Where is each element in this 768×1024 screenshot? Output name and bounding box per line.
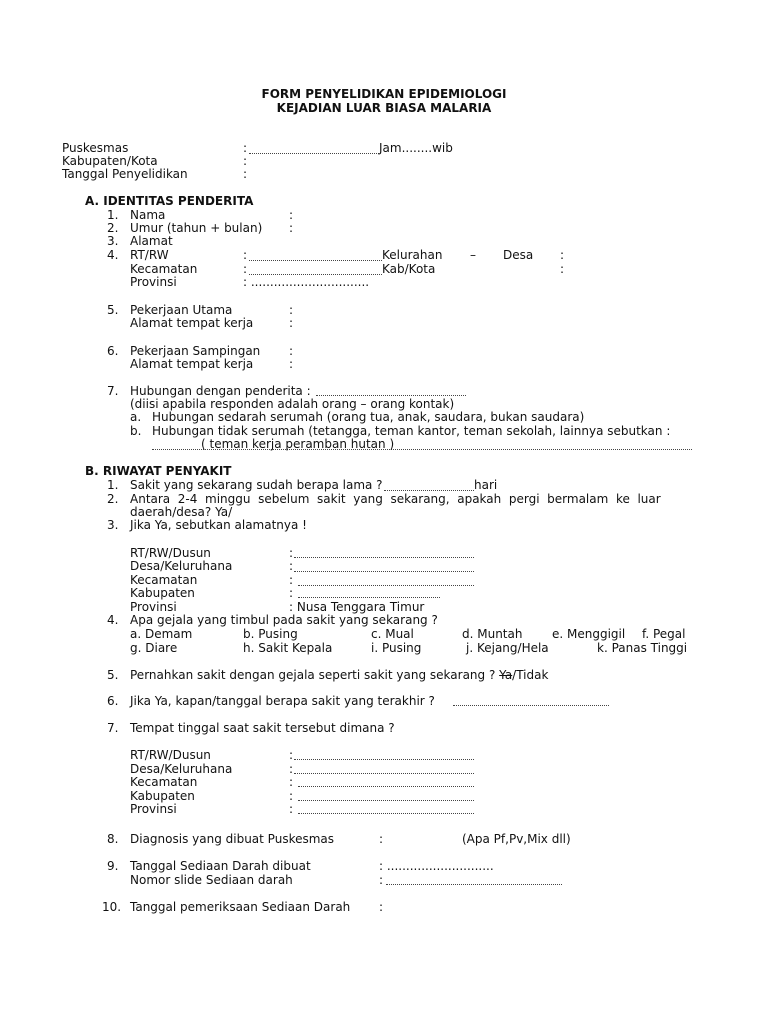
b-q5-text: Pernahkan sakit dengan gejala seperti sakit yang sekarang ? — [130, 668, 500, 682]
symptom-f: f. Pegal — [642, 627, 686, 641]
symptom-j: j. Kejang/Hela — [466, 641, 549, 655]
addr2-kabupaten-colon: : — [289, 789, 294, 803]
addr1-desa-colon: : — [289, 559, 294, 573]
nama-colon: : — [289, 208, 294, 222]
addr2-provinsi-field[interactable] — [298, 813, 474, 814]
b-num-2: 2. — [107, 492, 119, 506]
addr2-kabupaten-field[interactable] — [298, 800, 474, 801]
addr2-desa-label: Desa/Keluruhana — [130, 762, 233, 776]
b-q4-text: Apa gejala yang timbul pada sakit yang sekarang ? — [130, 613, 438, 627]
b-q1-text: Sakit yang sekarang sudah berapa lama ? — [130, 478, 383, 492]
addr1-rtrw-label: RT/RW/Dusun — [130, 546, 211, 560]
hubungan-b-text: Hubungan tidak serumah (tetangga, teman kantor, teman sekolah, lainnya sebutkan : — [152, 424, 671, 438]
b-num-4: 4. — [107, 613, 119, 627]
addr2-provinsi-label: Provinsi — [130, 802, 177, 816]
addr1-rtrw-colon: : — [289, 546, 294, 560]
hubungan-field[interactable] — [316, 395, 466, 396]
hubungan-a-text: Hubungan sedarah serumah (orang tua, anak, saudara, bukan saudara) — [152, 410, 585, 424]
b-q9a-text: Tanggal Sediaan Darah dibuat — [130, 859, 311, 873]
alamat-kerja-colon: : — [289, 316, 294, 330]
b-q2-line1: Antara 2-4 minggu sebelum sakit yang sekarang, apakah pergi bermalam ke luar — [130, 492, 661, 506]
b-num-7: 7. — [107, 721, 119, 735]
addr2-kecamatan-label: Kecamatan — [130, 775, 198, 789]
b-q8-colon: : — [379, 832, 384, 846]
b-q7-text: Tempat tinggal saat sakit tersebut dimana ? — [130, 721, 395, 735]
b-q5-tidak: /Tidak — [512, 668, 549, 682]
b-q8-text: Diagnosis yang dibuat Puskesmas — [130, 832, 335, 846]
b-q10-colon: : — [379, 900, 384, 914]
b-num-1: 1. — [107, 478, 119, 492]
a-num-5: 5. — [107, 303, 119, 317]
b-num-9: 9. — [107, 859, 119, 873]
addr2-provinsi-colon: : — [289, 802, 294, 816]
b-q9b-text: Nomor slide Sediaan darah — [130, 873, 293, 887]
b-q5-ya: Ya — [499, 668, 513, 682]
desa-label: Desa — [503, 248, 534, 262]
hubungan-note: (diisi apabila responden adalah orang – orang kontak) — [130, 397, 455, 411]
addr2-desa-colon: : — [289, 762, 294, 776]
addr1-kabupaten-colon: : — [289, 586, 294, 600]
tanggal-colon: : — [243, 167, 248, 181]
b-q6-text: Jika Ya, kapan/tanggal berapa sakit yang terakhir ? — [130, 694, 435, 708]
addr2-rtrw-colon: : — [289, 748, 294, 762]
addr1-desa-field[interactable] — [294, 571, 474, 572]
a-num-3: 3. — [107, 234, 119, 248]
a-num-7: 7. — [107, 384, 119, 398]
b-q5 — [130, 668, 548, 682]
addr1-kecamatan-label: Kecamatan — [130, 573, 198, 587]
provinsi-value: : ............................... — [243, 275, 370, 289]
alamat-label: Alamat — [130, 234, 173, 248]
puskesmas-colon: : — [243, 141, 248, 155]
b-q1-field[interactable] — [384, 490, 474, 491]
alamat-kerja-label: Alamat tempat kerja — [130, 316, 254, 330]
rtrw-label: RT/RW — [130, 248, 169, 262]
puskesmas-field[interactable] — [249, 153, 379, 154]
jam-label: Jam........wib — [379, 141, 453, 155]
addr1-provinsi-label: Provinsi — [130, 600, 177, 614]
kabupaten-colon: : — [243, 154, 248, 168]
b-q2-line2: daerah/desa? Ya/ — [130, 505, 233, 519]
b-num-8: 8. — [107, 832, 119, 846]
addr2-kecamatan-colon: : — [289, 775, 294, 789]
symptom-e: e. Menggigil — [552, 627, 626, 641]
symptom-k: k. Panas Tinggi — [597, 641, 688, 655]
kecamatan-label: Kecamatan — [130, 262, 198, 276]
hubungan-a-label: a. — [130, 410, 142, 424]
a-num-2: 2. — [107, 221, 119, 235]
b-q9b-field[interactable] — [386, 884, 562, 885]
symptom-h: h. Sakit Kepala — [243, 641, 333, 655]
b-num-6: 6. — [107, 694, 119, 708]
alamat-kerja-2-label: Alamat tempat kerja — [130, 357, 254, 371]
addr1-desa-label: Desa/Keluruhana — [130, 559, 233, 573]
b-q9a-value: : ............................ — [379, 859, 494, 873]
pekerjaan-sampingan-label: Pekerjaan Sampingan — [130, 344, 261, 358]
b-q9b-colon: : — [379, 873, 384, 887]
symptom-d: d. Muntah — [462, 627, 523, 641]
puskesmas-label: Puskesmas — [62, 141, 129, 155]
pekerjaan-utama-colon: : — [289, 303, 294, 317]
b-q6-field[interactable] — [453, 705, 609, 706]
addr1-rtrw-field[interactable] — [294, 557, 474, 558]
hubungan-b-example: ( teman kerja peramban hutan ) — [201, 437, 395, 451]
kecamatan-colon: : — [243, 262, 248, 276]
desa-colon: : — [560, 248, 565, 262]
kelurahan-label: Kelurahan — [382, 248, 443, 262]
hubungan-label: Hubungan dengan penderita : — [130, 384, 311, 398]
form-title-line2: KEJADIAN LUAR BIASA MALARIA — [276, 101, 492, 115]
symptom-c: c. Mual — [371, 627, 414, 641]
umur-colon: : — [289, 221, 294, 235]
nama-label: Nama — [130, 208, 166, 222]
tanggal-label: Tanggal Penyelidikan — [62, 167, 188, 181]
addr1-kabupaten-label: Kabupaten — [130, 586, 195, 600]
addr2-kecamatan-field[interactable] — [298, 786, 474, 787]
hubungan-b-label: b. — [130, 424, 142, 438]
b-q8-note: (Apa Pf,Pv,Mix dll) — [462, 832, 571, 846]
pekerjaan-sampingan-colon: : — [289, 344, 294, 358]
b-num-3: 3. — [107, 518, 119, 532]
a-num-6: 6. — [107, 344, 119, 358]
addr2-desa-field[interactable] — [294, 773, 474, 774]
section-b-heading: B. RIWAYAT PENYAKIT — [85, 464, 232, 478]
kelurahan-dash: – — [470, 248, 476, 262]
addr2-kabupaten-label: Kabupaten — [130, 789, 195, 803]
symptom-b: b. Pusing — [243, 627, 298, 641]
pekerjaan-utama-label: Pekerjaan Utama — [130, 303, 233, 317]
kabkota-label: Kab/Kota — [382, 262, 436, 276]
addr2-rtrw-label: RT/RW/Dusun — [130, 748, 211, 762]
b-q1-unit: hari — [474, 478, 498, 492]
provinsi-label: Provinsi — [130, 275, 177, 289]
a-num-1: 1. — [107, 208, 119, 222]
symptom-g: g. Diare — [130, 641, 178, 655]
umur-label: Umur (tahun + bulan) — [130, 221, 263, 235]
b-num-10: 10. — [102, 900, 122, 914]
section-a-heading: A. IDENTITAS PENDERITA — [85, 194, 254, 208]
rtrw-colon: : — [243, 248, 248, 262]
b-num-5: 5. — [107, 668, 119, 682]
addr1-kecamatan-colon: : — [289, 573, 294, 587]
addr1-kabupaten-field[interactable] — [298, 597, 440, 598]
symptom-a: a. Demam — [130, 627, 193, 641]
symptom-i: i. Pusing — [371, 641, 422, 655]
rtrw-field[interactable] — [249, 260, 382, 261]
a-num-4: 4. — [107, 248, 119, 262]
addr1-kecamatan-field[interactable] — [298, 585, 474, 586]
b-q3-text: Jika Ya, sebutkan alamatnya ! — [130, 518, 307, 532]
alamat-kerja-2-colon: : — [289, 357, 294, 371]
addr2-rtrw-field[interactable] — [294, 759, 474, 760]
b-q10-text: Tanggal pemeriksaan Sediaan Darah — [130, 900, 351, 914]
kabkota-colon: : — [560, 262, 565, 276]
form-title-line1: FORM PENYELIDIKAN EPIDEMIOLOGI — [261, 87, 507, 101]
addr1-provinsi-value: : Nusa Tenggara Timur — [289, 600, 425, 614]
kabupaten-label: Kabupaten/Kota — [62, 154, 158, 168]
